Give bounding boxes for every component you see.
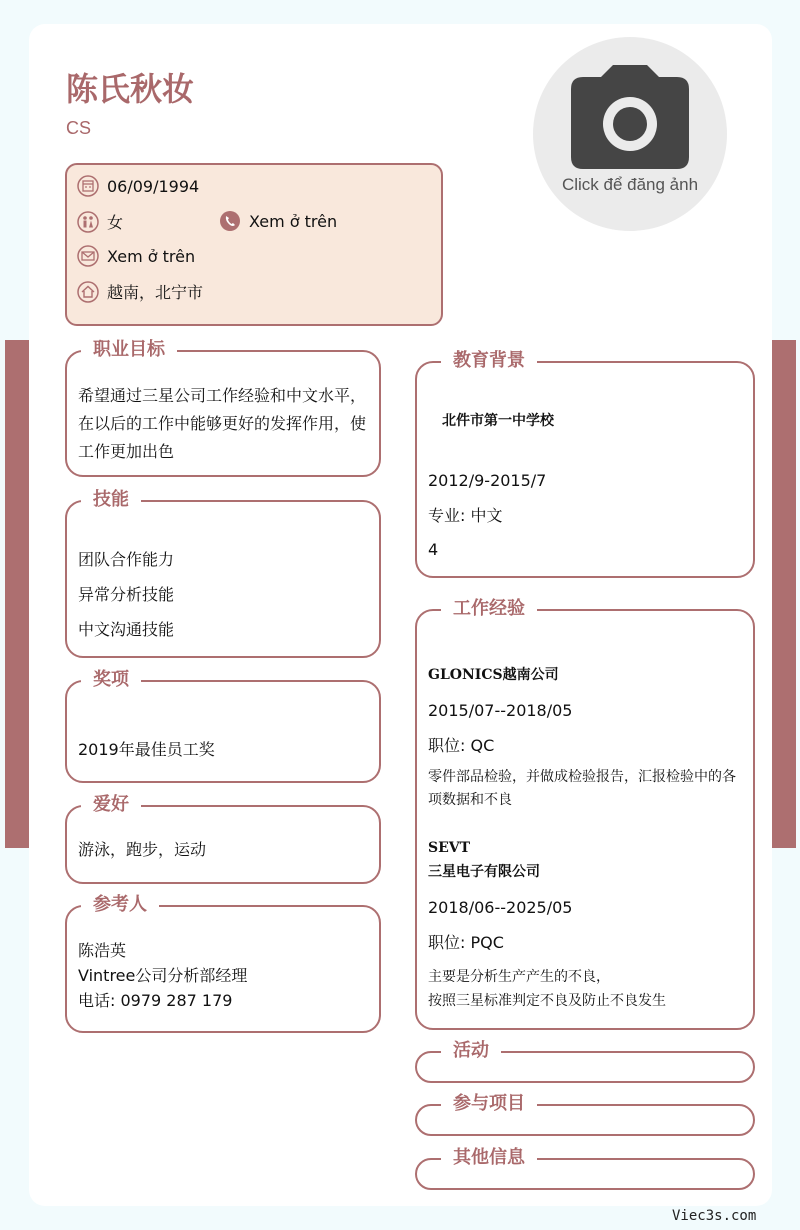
- work-section: [415, 598, 755, 1030]
- job-description[interactable]: 主要是分析生产产生的不良，: [428, 969, 610, 985]
- address-row: [77, 280, 203, 303]
- hobbies-title: 爱好: [81, 793, 141, 817]
- hobbies-text[interactable]: 游泳，跑步，运动: [78, 840, 207, 859]
- right-side-band: [772, 340, 796, 848]
- job-company[interactable]: 三星电子有限公司: [428, 864, 540, 880]
- award-item[interactable]: 2019年最佳员工奖: [78, 740, 215, 759]
- job-company[interactable]: GLONICS越南公司: [428, 667, 559, 683]
- education-section: [415, 350, 755, 578]
- job-description[interactable]: 零件部品检验，并做成检验报告，汇报检验中的各项数据和不良: [428, 769, 736, 808]
- objective-text[interactable]: 希望通过三星公司工作经验和中文水平，在以后的工作中能够更好的发挥作用，使工作更加出色: [78, 386, 367, 461]
- other-info-section: [415, 1147, 755, 1190]
- gender-icon: [77, 211, 99, 233]
- candidate-position[interactable]: CS: [66, 118, 92, 138]
- awards-section: [65, 669, 381, 783]
- photo-upload[interactable]: [533, 37, 727, 231]
- education-note[interactable]: 4: [428, 540, 439, 559]
- other-info-title: 其他信息: [441, 1146, 537, 1170]
- phone-value[interactable]: Xem ở trên: [249, 211, 338, 231]
- education-title: 教育背景: [441, 349, 537, 373]
- birthday-value[interactable]: 06/09/1994: [107, 176, 200, 196]
- left-side-band: [5, 340, 29, 848]
- contact-info-box: [65, 163, 443, 326]
- site-watermark: Viec3s.com: [672, 1208, 757, 1224]
- skill-item[interactable]: 中文沟通技能: [78, 620, 175, 639]
- hobbies-section: [65, 794, 381, 884]
- mail-icon: [77, 245, 99, 267]
- gender-value[interactable]: 女: [107, 213, 124, 232]
- job-period[interactable]: 2018/06--2025/05: [428, 898, 573, 917]
- projects-section: [415, 1093, 755, 1136]
- photo-upload-label: Click để đăng ảnh: [561, 175, 699, 194]
- education-major[interactable]: 专业: 中文: [428, 506, 503, 525]
- reference-title: 参考人: [81, 893, 159, 917]
- work-title: 工作经验: [441, 597, 537, 621]
- job-role[interactable]: 职位: QC: [428, 736, 495, 755]
- skills-title: 技能: [81, 488, 141, 512]
- address-value[interactable]: 越南，北宁市: [107, 283, 204, 302]
- phone-row: [219, 210, 337, 232]
- email-row: [77, 245, 195, 267]
- projects-title: 参与项目: [441, 1092, 537, 1116]
- skills-section: [65, 489, 381, 658]
- activities-section: [415, 1040, 755, 1083]
- job-description[interactable]: 按照三星标准判定不良及防止不良发生: [428, 993, 666, 1009]
- reference-section: [65, 894, 381, 1033]
- job-company[interactable]: SEVT: [428, 840, 471, 856]
- camera-icon: [571, 65, 689, 169]
- email-value[interactable]: Xem ở trên: [107, 246, 196, 266]
- phone-icon: [219, 210, 241, 232]
- reference-name[interactable]: 陈浩英: [78, 941, 127, 960]
- objective-section: [65, 339, 381, 477]
- education-school[interactable]: 北件市第一中学校: [442, 413, 554, 429]
- candidate-name[interactable]: 陈氏秋妆: [66, 70, 195, 108]
- job-role[interactable]: 职位: PQC: [428, 933, 504, 952]
- activities-title: 活动: [441, 1039, 501, 1063]
- reference-role[interactable]: Vintree公司分析部经理: [78, 966, 248, 985]
- objective-title: 职业目标: [81, 338, 177, 362]
- calendar-icon: [77, 175, 99, 197]
- skill-item[interactable]: 团队合作能力: [78, 550, 175, 569]
- skill-item[interactable]: 异常分析技能: [78, 585, 175, 604]
- reference-phone[interactable]: 电话: 0979 287 179: [78, 991, 233, 1010]
- education-period[interactable]: 2012/9-2015/7: [428, 471, 547, 490]
- awards-title: 奖项: [81, 668, 141, 692]
- job-period[interactable]: 2015/07--2018/05: [428, 701, 573, 720]
- home-icon: [77, 281, 99, 303]
- gender-row: [77, 210, 123, 233]
- birthday-row: [77, 175, 199, 197]
